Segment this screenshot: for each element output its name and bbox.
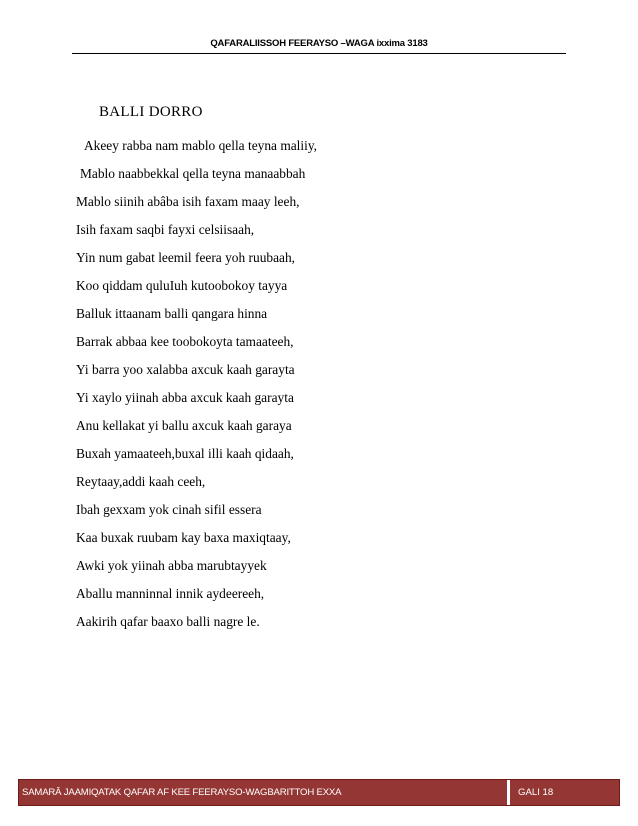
poem-line: Barrak abbaa kee toobokoyta tamaateeh,	[76, 334, 294, 349]
poem-line: Aakirih qafar baaxo balli nagre le.	[76, 614, 260, 629]
poem-line: Mablo siinih abâba isih faxam maay leeh,	[76, 194, 300, 209]
poem-line: Yin num gabat leemil feera yoh ruubaah,	[76, 250, 296, 265]
poem-line: Yi xaylo yiinah abba axcuk kaah garayta	[76, 390, 294, 405]
page-footer	[18, 779, 620, 806]
footer-institution: SAMARÂ JAAMIQATAK QAFAR AF KEE FEERAYSO-WAGBARITTOH EXXA	[19, 780, 510, 805]
poem-line: Balluk ittaanam balli qangara hinna	[76, 306, 268, 321]
header-rule	[72, 53, 566, 54]
poem-line: Ibah gexxam yok cinah sifil essera	[76, 502, 262, 517]
poem-title: BALLI DORRO	[99, 104, 203, 120]
poem-line: Buxah yamaateeh,buxal illi kaah qidaah,	[76, 446, 294, 461]
poem-line: Akeey rabba nam mablo qella teyna maliiy,	[84, 138, 318, 153]
poem-line: Mablo naabbekkal qella teyna manaabbah	[80, 166, 306, 181]
poem-line: Yi barra yoo xalabba axcuk kaah garayta	[76, 362, 295, 377]
poem-line: Awki yok yiinah abba marubtayyek	[76, 558, 267, 573]
poem-line: Anu kellakat yi ballu axcuk kaah garaya	[76, 418, 292, 433]
poem-line: Aballu manninnal innik aydeereeh,	[76, 586, 265, 601]
footer-page-number: GALI 18	[510, 780, 619, 805]
poem-line: Koo qiddam quluIuh kutoobokoy tayya	[76, 278, 288, 293]
page-header: QAFARALIISSOH FEERAYSO –WAGA ixxima 3183	[210, 38, 428, 49]
poem-line: Kaa buxak ruubam kay baxa maxiqtaay,	[76, 530, 291, 545]
poem-line: Reytaay,addi kaah ceeh,	[76, 474, 206, 489]
poem-line: Isih faxam saqbi fayxi celsiisaah,	[76, 222, 255, 237]
